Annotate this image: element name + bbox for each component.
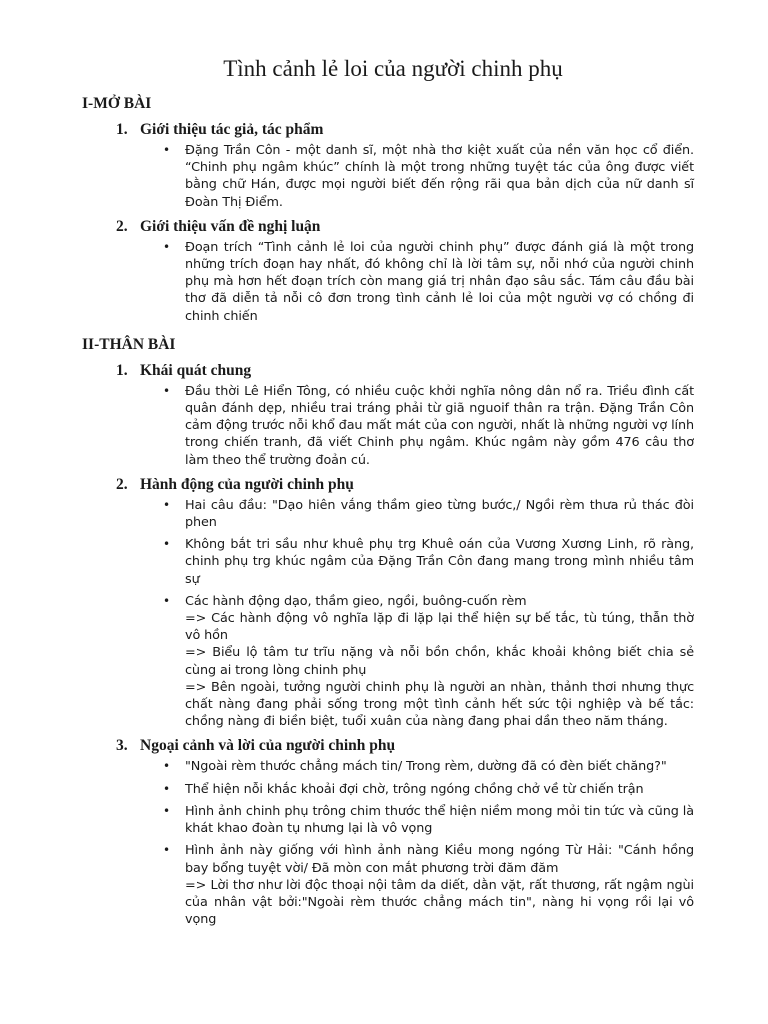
bullet-paragraph: Đặng Trần Côn - một danh sĩ, một nhà thơ kiệt xuất của nền văn học cổ điển. “Chinh phụ ngâm khúc” chính là một trong những tuyệt tác của ông được viết bằng chữ Hán, được mọi người biết đến rộng rãi qua bản dịch của nữ danh sĩ Đoàn Thị Điểm. — [185, 143, 694, 210]
bullet-item — [163, 497, 694, 531]
bullet-item — [163, 239, 694, 325]
bullet-item — [163, 842, 694, 928]
bullet-paragraph: Đoạn trích “Tình cảnh lẻ loi của người chinh phụ” được đánh giá là một trong những trích đoạn hay nhất, đó không chỉ là lời tâm sự, nỗi nhớ của người chinh phụ mà hơn hết đoạn trích còn mang giá trị nhân đạo sâu sắc. Tám câu đầu bài thơ đã diễn tả nỗi cô đơn trong tình cảnh lẻ loi của một người vợ có chồng đi chinh chiến — [185, 239, 694, 324]
bullet-dot-icon: • — [163, 593, 170, 608]
subsection-number: 3. — [116, 737, 128, 755]
bullet-paragraph: => Lời thơ như lời độc thoại nội tâm da diết, dằn vặt, rất thương, rất ngậm ngùi của nhân vật bởi:"Ngoài rèm thước chẳng mách tin", nàng hi vọng rồi lại vô vọng — [185, 877, 694, 928]
bullet-list — [82, 142, 694, 211]
subsection-heading — [82, 217, 694, 237]
bullet-item — [163, 383, 695, 469]
subsection-heading — [82, 475, 694, 495]
subsection-heading — [82, 120, 694, 140]
bullet-paragraph: "Ngoài rèm thước chẳng mách tin/ Trong rèm, dường đã có đèn biết chăng?" — [185, 759, 667, 775]
bullet-paragraph: => Biểu lộ tâm tư trĩu nặng và nỗi bồn chồn, khắc khoải không biết chia sẻ cùng ai trong lòng chinh phụ — [185, 645, 694, 678]
bullet-paragraph: Các hành động dạo, thầm gieo, ngồi, buông-cuốn rèm — [185, 593, 527, 609]
bullet-item — [163, 781, 694, 798]
subsection-title: Ngoại cảnh và lời của người chinh phụ — [140, 737, 396, 755]
bullet-paragraph: Hai câu đầu: "Dạo hiên vắng thầm gieo từng bước,/ Ngồi rèm thưa rủ thác đòi phen — [185, 497, 694, 531]
bullet-paragraph: Không bắt tri sầu như khuê phụ trg Khuê oán của Vương Xương Linh, rõ ràng, chinh phụ trg khúc ngâm của Đặng Trần Côn đang mang trong mình nhiều tâm sự — [185, 537, 694, 587]
bullet-item — [163, 803, 694, 837]
bullet-dot-icon: • — [163, 239, 170, 254]
subsection-title: Khái quát chung — [140, 361, 252, 379]
document-body — [82, 94, 694, 928]
bullet-paragraph: Đầu thời Lê Hiển Tông, có nhiều cuộc khởi nghĩa nông dân nổ ra. Triều đình cất quân đánh dẹp, nhiều trai tráng phải từ giã nguoif thân ra trận. Đặng Trần Côn cảm động trước nỗi khổ đau mất mát của con người, nhất là những người vợ lính trong chiến tranh, đã viết Chinh phụ ngâm. Khúc ngâm này gồm 476 câu thơ làm theo thể trường đoản cú. — [185, 383, 695, 468]
bullet-dot-icon: • — [163, 803, 170, 818]
bullet-item — [163, 536, 694, 588]
bullet-dot-icon: • — [163, 759, 170, 774]
bullet-paragraph: Thể hiện nỗi khắc khoải đợi chờ, trông ngóng chồng chở về từ chiến trận — [185, 781, 644, 797]
bullet-dot-icon: • — [163, 781, 170, 796]
subsection-heading — [82, 361, 694, 381]
bullet-dot-icon: • — [163, 383, 170, 398]
subsection-heading — [82, 736, 694, 756]
bullet-dot-icon: • — [163, 537, 170, 552]
bullet-paragraph: => Các hành động vô nghĩa lặp đi lặp lại thể hiện sự bế tắc, tù túng, thẫn thờ vô hồn — [185, 611, 694, 644]
document-title: Tình cảnh lẻ loi của người chinh phụ — [223, 56, 563, 81]
section-heading: II-THÂN BÀI — [82, 335, 176, 353]
subsection-number: 2. — [116, 217, 128, 235]
subsection-title: Hành động của người chinh phụ — [140, 475, 354, 493]
subsection-number: 2. — [116, 475, 128, 493]
bullet-list — [82, 383, 694, 469]
section-heading: I-MỞ BÀI — [82, 95, 152, 112]
bullet-item — [163, 593, 694, 731]
bullet-list — [82, 497, 694, 731]
subsection-title: Giới thiệu tác giả, tác phẩm — [140, 121, 324, 138]
bullet-list — [82, 758, 694, 928]
bullet-paragraph: Hình ảnh chinh phụ trông chim thước thể hiện niềm mong mỏi tin tức và cũng là khát khao đoàn tụ nhưng lại là vô vọng — [185, 803, 694, 837]
bullet-item — [163, 142, 694, 211]
bullet-paragraph: => Bên ngoài, tưởng người chinh phụ là người an nhàn, thảnh thơi nhưng thực chất nàng đang phải sống trong một tình cảnh hết sức tội nghiệp và bế tắc: chồng nàng đi biền biệt, tuổi xuân của nàng đang phai dần theo năm tháng. — [185, 679, 694, 730]
bullet-paragraph: Hình ảnh này giống với hình ảnh nàng Kiều mong ngóng Từ Hải: "Cánh hồng bay bổng tuyệt vời/ Đã mòn con mắt phương trời đăm đăm — [185, 843, 694, 876]
subsection-number: 1. — [116, 121, 128, 138]
subsection-number: 1. — [116, 361, 128, 379]
bullet-dot-icon: • — [163, 497, 170, 512]
subsection-title: Giới thiệu vấn đề nghị luận — [140, 217, 321, 235]
bullet-dot-icon: • — [163, 843, 170, 858]
bullet-list — [82, 239, 694, 325]
bullet-dot-icon: • — [163, 143, 170, 157]
bullet-item — [163, 758, 694, 775]
